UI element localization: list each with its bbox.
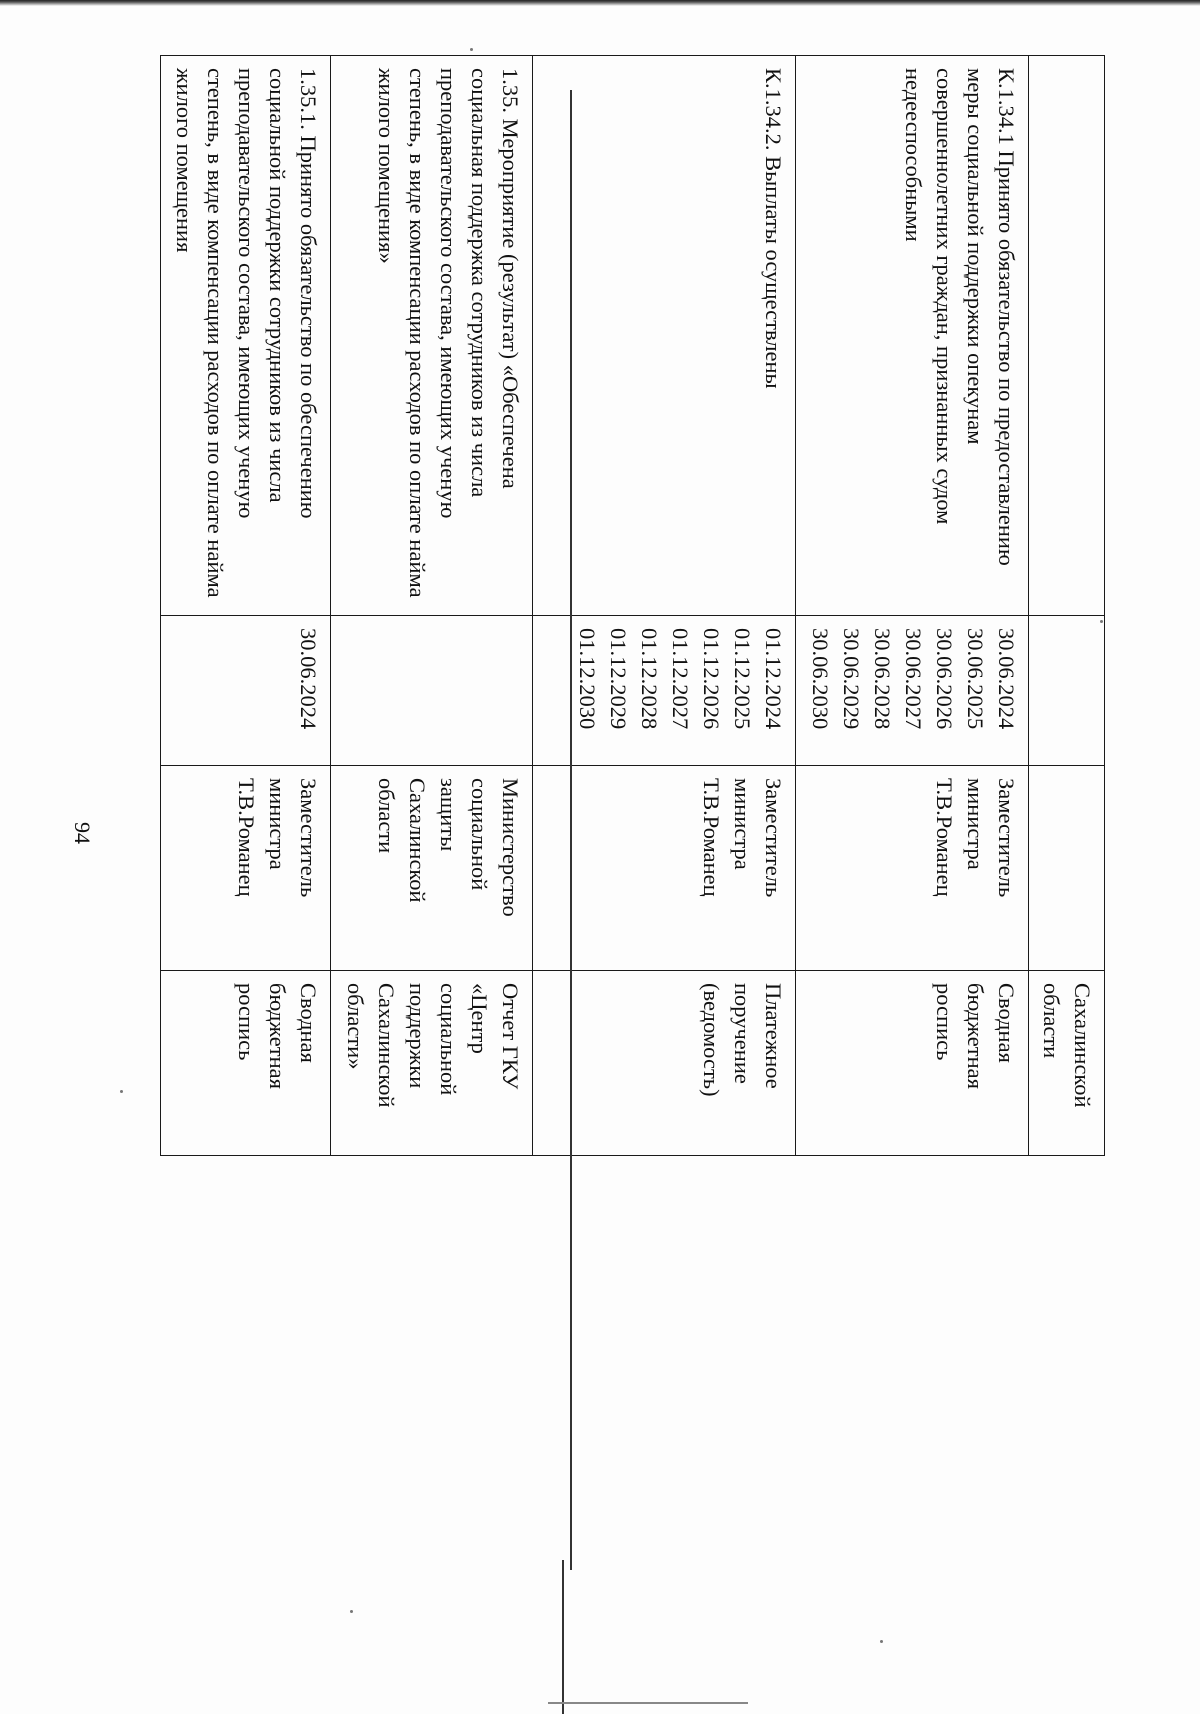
event-cell: К.1.34.2. Выплаты осуществлены [532,56,795,616]
event-cell: 1.35.1. Принято обязательство по обеспечению социальной поддержки сотрудников из числа преподавательского состава, имеющих ученую степень, в виде компенсации расходов по оплате найма жилого помещения [161,56,331,616]
responsible-cell: Заместитель министра Т.В.Романец [796,766,1029,971]
date-value: 01.12.2024 [761,628,787,730]
date-value: 01.12.2028 [637,628,663,730]
date-value: 30.06.2024 [994,628,1020,730]
event-cell: 1.35. Мероприятие (результат) «Обеспечена социальная поддержка сотрудников из числа преподавательского состава, имеющих ученую степень, в виде компенсации расходов по оплате найма жилого помещения» [331,56,533,616]
date-value: 01.12.2027 [668,628,694,730]
scan-speck [120,1090,123,1093]
dates-cell [331,616,533,766]
page-number: 94 [70,822,95,844]
document-cell: Платежное поручение (ведомость) [532,971,795,1156]
date-value: 30.06.2024 [296,628,322,730]
date-value: 30.06.2026 [932,628,958,730]
date-value: 30.06.2029 [839,628,865,730]
scan-speck [1100,620,1103,623]
event-cell: К.1.34.1 Принято обязательство по предоставлению меры социальной поддержки опекунам совершеннолетних граждан, признанных судом недееспособными [796,56,1029,616]
header-cell-document: Сахалинской области [1029,971,1105,1156]
date-value: 01.12.2029 [606,628,632,730]
document-cell: Отчет ГКУ «Центр социальной поддержки Сахалинской области» [331,971,533,1156]
date-value: 01.12.2025 [730,628,756,730]
document-cell: Сводная бюджетная роспись [796,971,1029,1156]
header-cell-responsible [1029,766,1105,971]
dates-cell [796,616,1029,766]
header-cell-dates [1029,616,1105,766]
table-row [161,56,331,1156]
date-value: 30.06.2030 [808,628,834,730]
scan-speck [350,1610,353,1613]
date-value: 01.12.2026 [699,628,725,730]
table-row-header [1029,56,1105,1156]
document-cell: Сводная бюджетная роспись [161,971,331,1156]
scan-top-edge [0,0,1200,6]
table-row [796,56,1029,1156]
table-row [331,56,533,1156]
date-value: 30.06.2027 [901,628,927,730]
responsible-cell: Заместитель министра Т.В.Романец [161,766,331,971]
scan-artifact-line [562,1560,564,1714]
dates-cell [532,616,795,766]
responsible-cell: Министерство социальной защиты Сахалинской области [331,766,533,971]
dates-cell [161,616,331,766]
date-value: 01.12.2030 [575,628,601,730]
scan-speck [470,48,473,51]
date-value: 30.06.2028 [870,628,896,730]
date-value: 30.06.2025 [963,628,989,730]
header-cell-event [1029,56,1105,616]
table-row [532,56,795,1156]
scan-speck [880,1640,883,1643]
rotated-table-container [160,55,1105,1155]
responsible-cell: Заместитель министра Т.В.Романец [532,766,795,971]
scan-artifact-line [548,1702,748,1704]
scan-artifact-line [570,90,572,1570]
control-points-table [160,55,1105,1156]
